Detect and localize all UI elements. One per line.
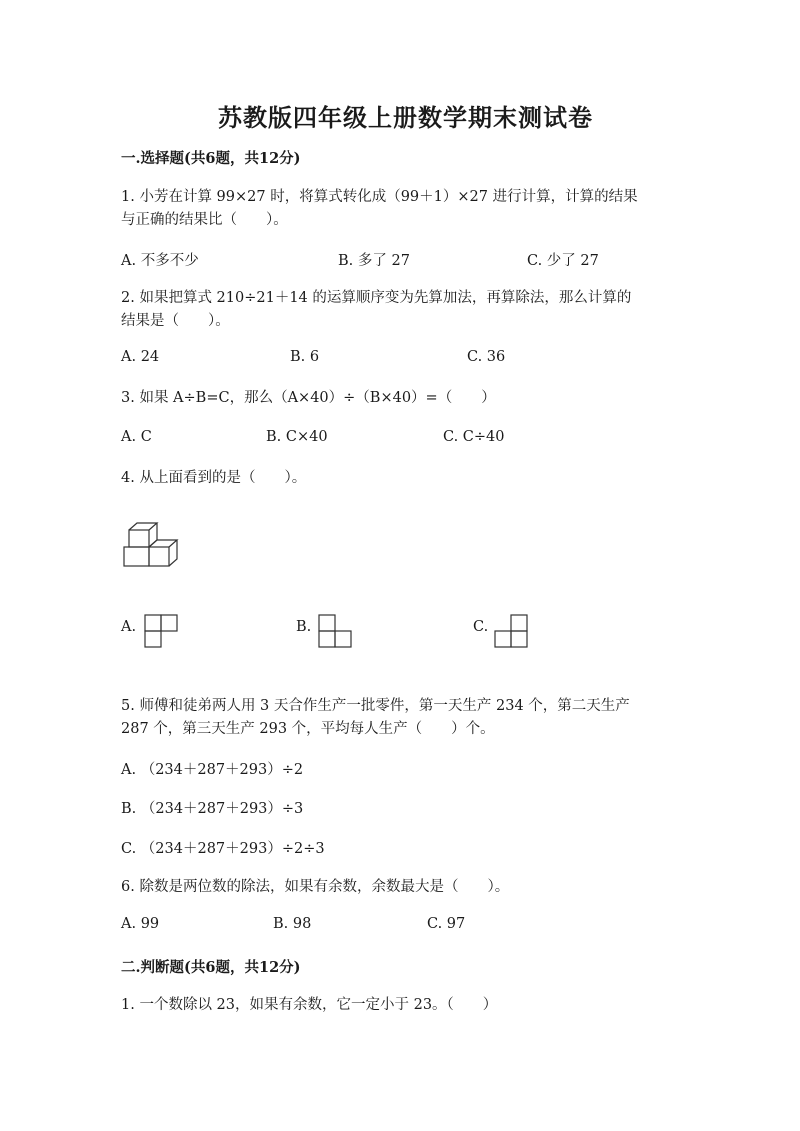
question-4-option-c: C. bbox=[473, 619, 489, 635]
question-1-option-c: C. 少了 27 bbox=[527, 253, 599, 269]
question-4-line-1: 4. 从上面看到的是（ ）。 bbox=[121, 470, 307, 486]
page-title: 苏教版四年级上册数学期末测试卷 bbox=[218, 103, 593, 132]
question-3-option-c: C. C÷40 bbox=[443, 429, 505, 445]
section-heading-choice: 一.选择题(共6题，共12分) bbox=[121, 150, 301, 167]
section-heading-judgement: 二.判断题(共6题，共12分) bbox=[121, 959, 301, 976]
cube-stack-figure bbox=[121, 520, 181, 568]
question-6-option-c: C. 97 bbox=[427, 916, 466, 932]
question-1-option-a: A. 不多不少 bbox=[121, 253, 199, 269]
judgement-1-line-1: 1. 一个数除以 23，如果有余数，它一定小于 23。（ ） bbox=[121, 997, 498, 1013]
question-3-option-b: B. C×40 bbox=[266, 429, 328, 445]
question-5-option-b: B. （234＋287＋293）÷3 bbox=[121, 801, 304, 817]
question-6-line-1: 6. 除数是两位数的除法，如果有余数，余数最大是（ ）。 bbox=[121, 879, 510, 895]
question-5-line-1: 5. 师傅和徒弟两人用 3 天合作生产一批零件，第一天生产 234 个，第二天生产 bbox=[121, 698, 630, 714]
question-4-option-a: A. bbox=[121, 619, 137, 635]
question-5-option-a: A. （234＋287＋293）÷2 bbox=[121, 762, 304, 778]
question-6-option-b: B. 98 bbox=[273, 916, 312, 932]
question-2-option-b: B. 6 bbox=[290, 349, 320, 365]
question-1-line-1: 1. 小芳在计算 99×27 时，将算式转化成（99＋1）×27 进行计算，计算的结果 bbox=[121, 189, 638, 205]
question-6-option-a: A. 99 bbox=[121, 916, 160, 932]
question-2-line-2: 结果是（ ）。 bbox=[121, 313, 230, 329]
option-c-top-view-icon bbox=[494, 614, 528, 648]
question-1-option-b: B. 多了 27 bbox=[338, 253, 410, 269]
question-3-option-a: A. C bbox=[121, 429, 152, 445]
question-2-option-c: C. 36 bbox=[467, 349, 506, 365]
option-b-top-view-icon bbox=[318, 614, 352, 648]
question-2-option-a: A. 24 bbox=[121, 349, 160, 365]
question-2-line-1: 2. 如果把算式 210÷21＋14 的运算顺序变为先算加法，再算除法，那么计算的 bbox=[121, 290, 632, 306]
question-5-option-c: C. （234＋287＋293）÷2÷3 bbox=[121, 841, 325, 857]
option-a-top-view-icon bbox=[144, 614, 178, 648]
question-5-line-2: 287 个，第三天生产 293 个，平均每人生产（ ）个。 bbox=[121, 721, 495, 737]
question-1-line-2: 与正确的结果比（ ）。 bbox=[121, 212, 288, 228]
question-3-line-1: 3. 如果 A÷B=C，那么（A×40）÷（B×40）=（ ） bbox=[121, 390, 496, 406]
question-4-option-b: B. bbox=[296, 619, 312, 635]
